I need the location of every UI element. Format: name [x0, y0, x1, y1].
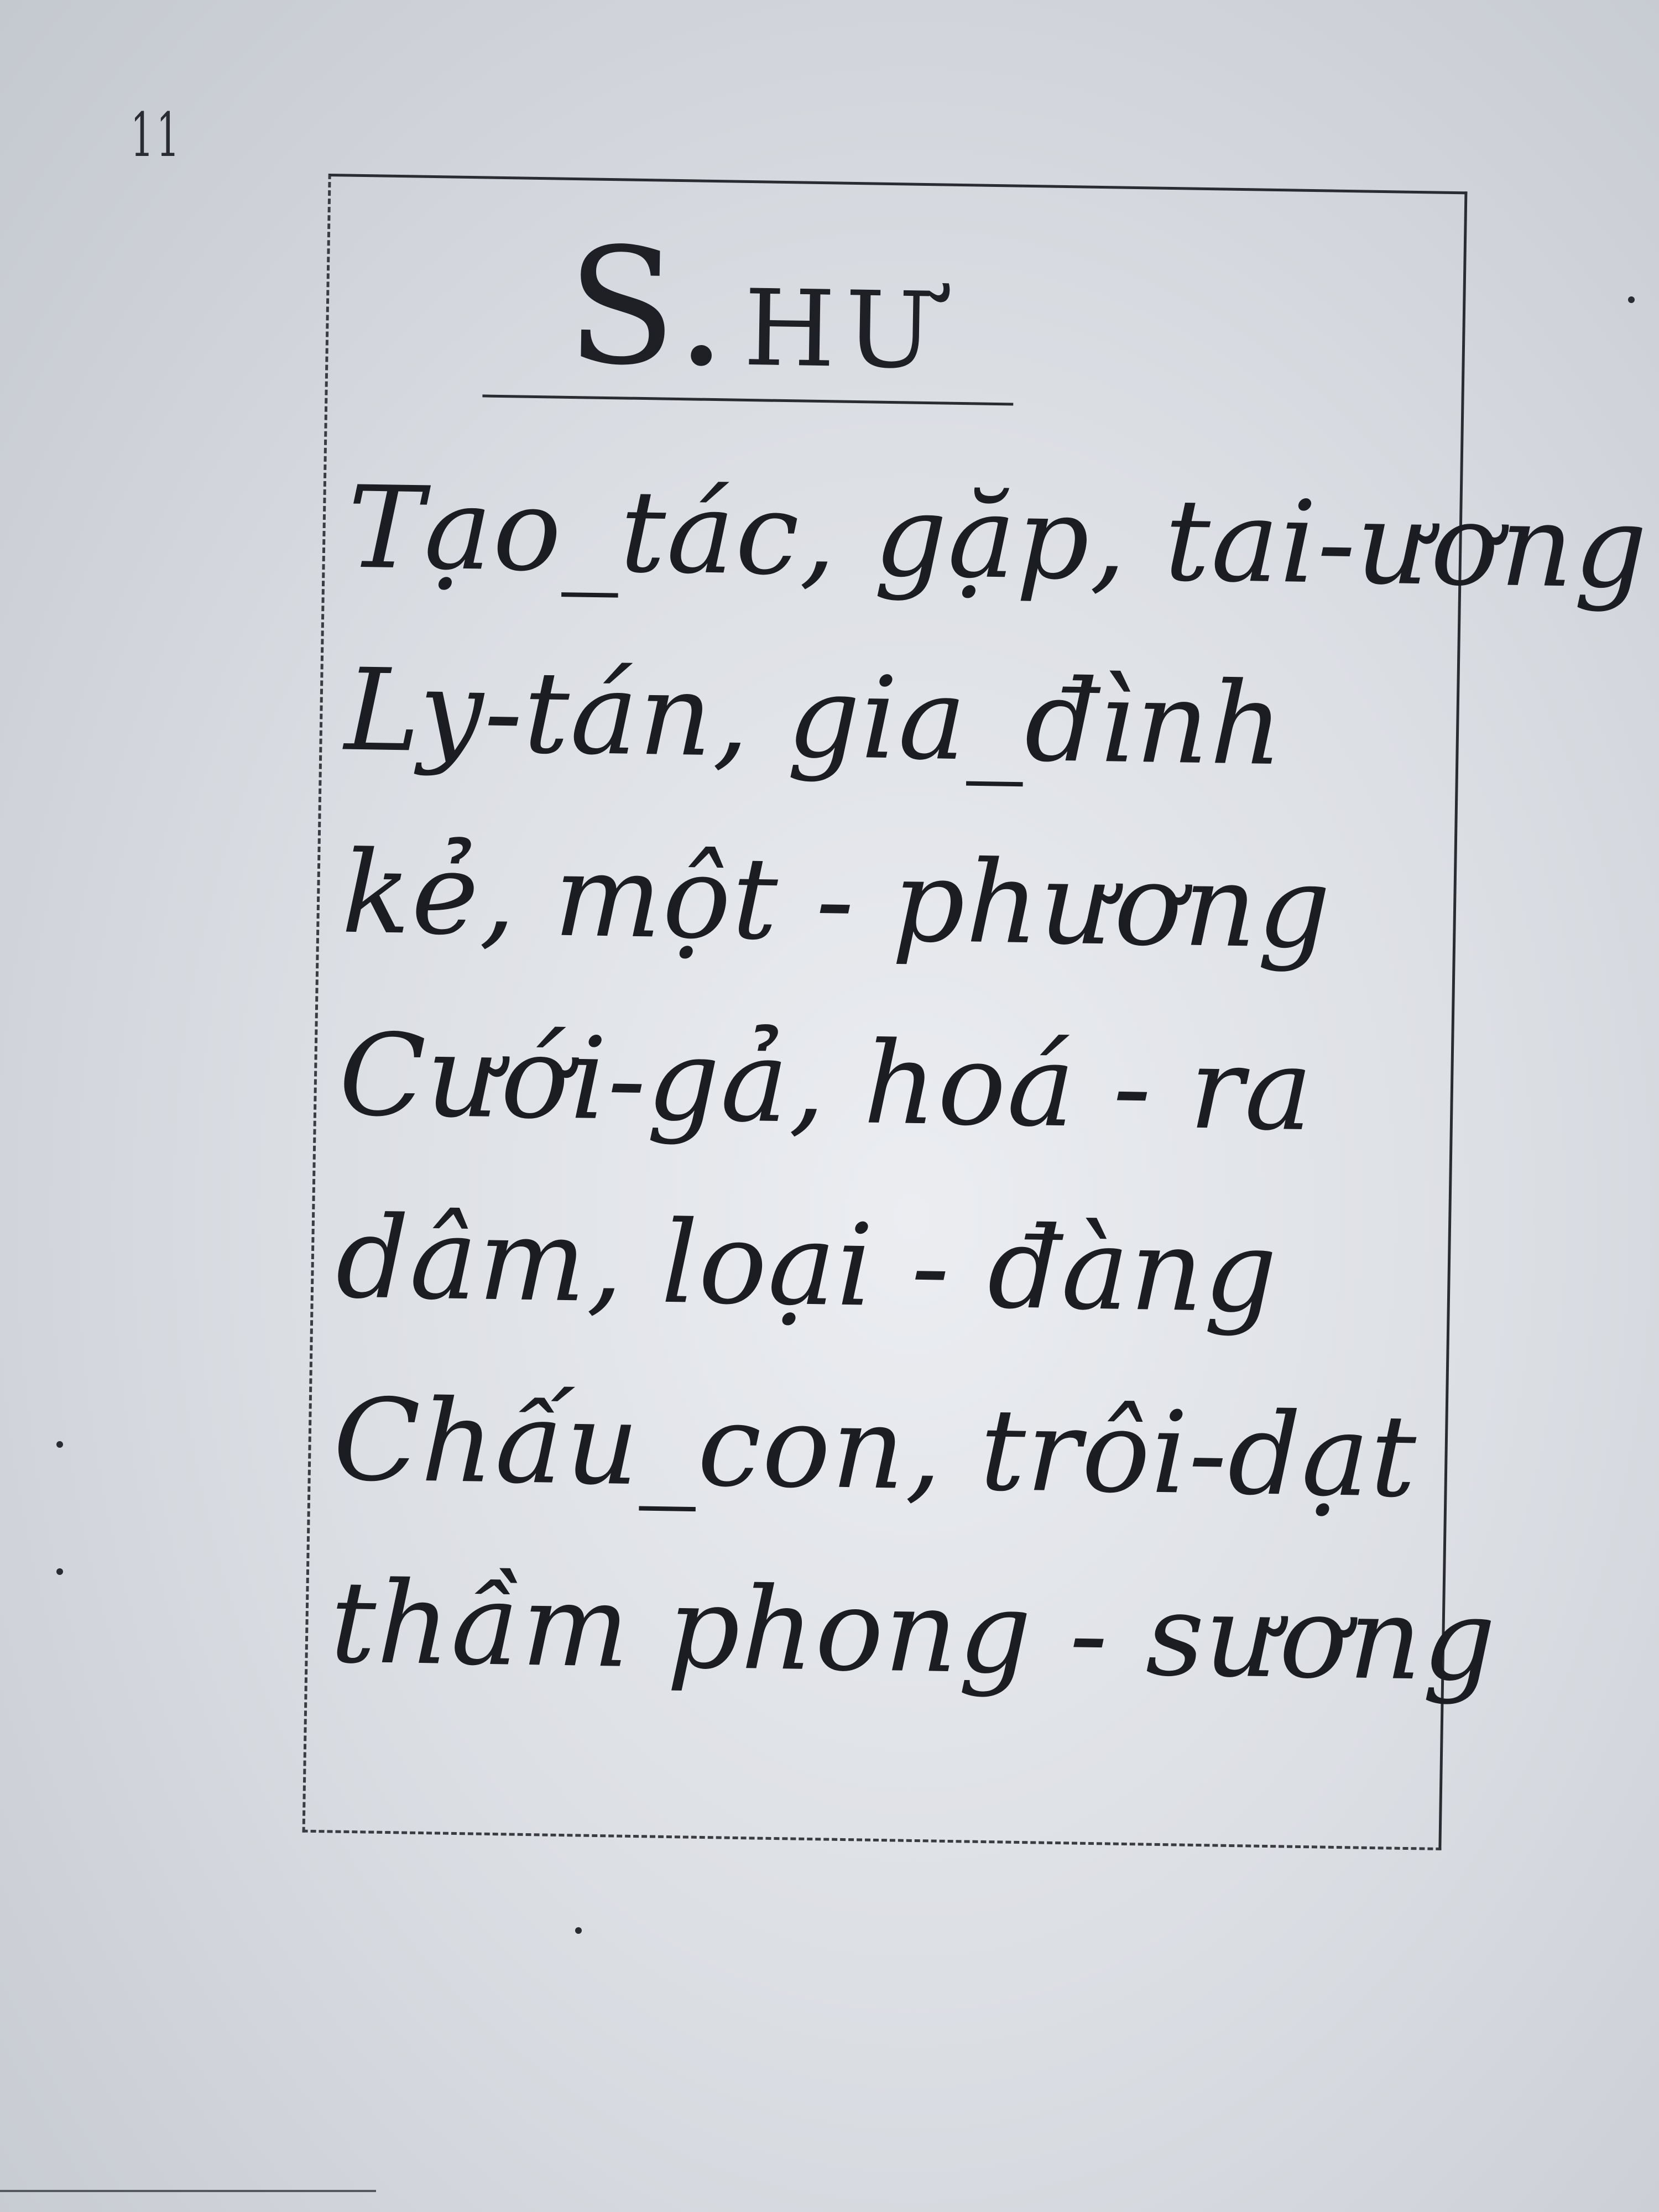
- card-title: [565, 213, 946, 406]
- verse-line: Cưới-gả, hoá - ra: [338, 1009, 1315, 1157]
- verse-line: Tạo_tác, gặp, tai-ương: [346, 462, 1649, 614]
- margin-dot-bottom: [575, 1927, 582, 1934]
- bottom-rule: [0, 2190, 376, 2192]
- margin-dot-right: [1628, 296, 1635, 303]
- verse-line: kẻ, một - phương: [341, 827, 1333, 974]
- verse-line: Ly-tán, gia_đình: [343, 644, 1286, 791]
- title-letter: S.: [565, 213, 735, 403]
- verse-line: thầm phong - sương: [329, 1557, 1498, 1707]
- page-number: 11: [131, 100, 182, 170]
- verse-line: Chấu_con, trôi-dạt: [332, 1374, 1418, 1524]
- verse-body: [329, 437, 1649, 1732]
- title-rest: HƯ: [743, 267, 945, 393]
- margin-dot-left-1: [56, 1441, 63, 1448]
- verse-card: [302, 174, 1649, 1850]
- margin-dot-left-2: [56, 1568, 63, 1575]
- verse-line: dâm, loại - đàng: [335, 1192, 1279, 1339]
